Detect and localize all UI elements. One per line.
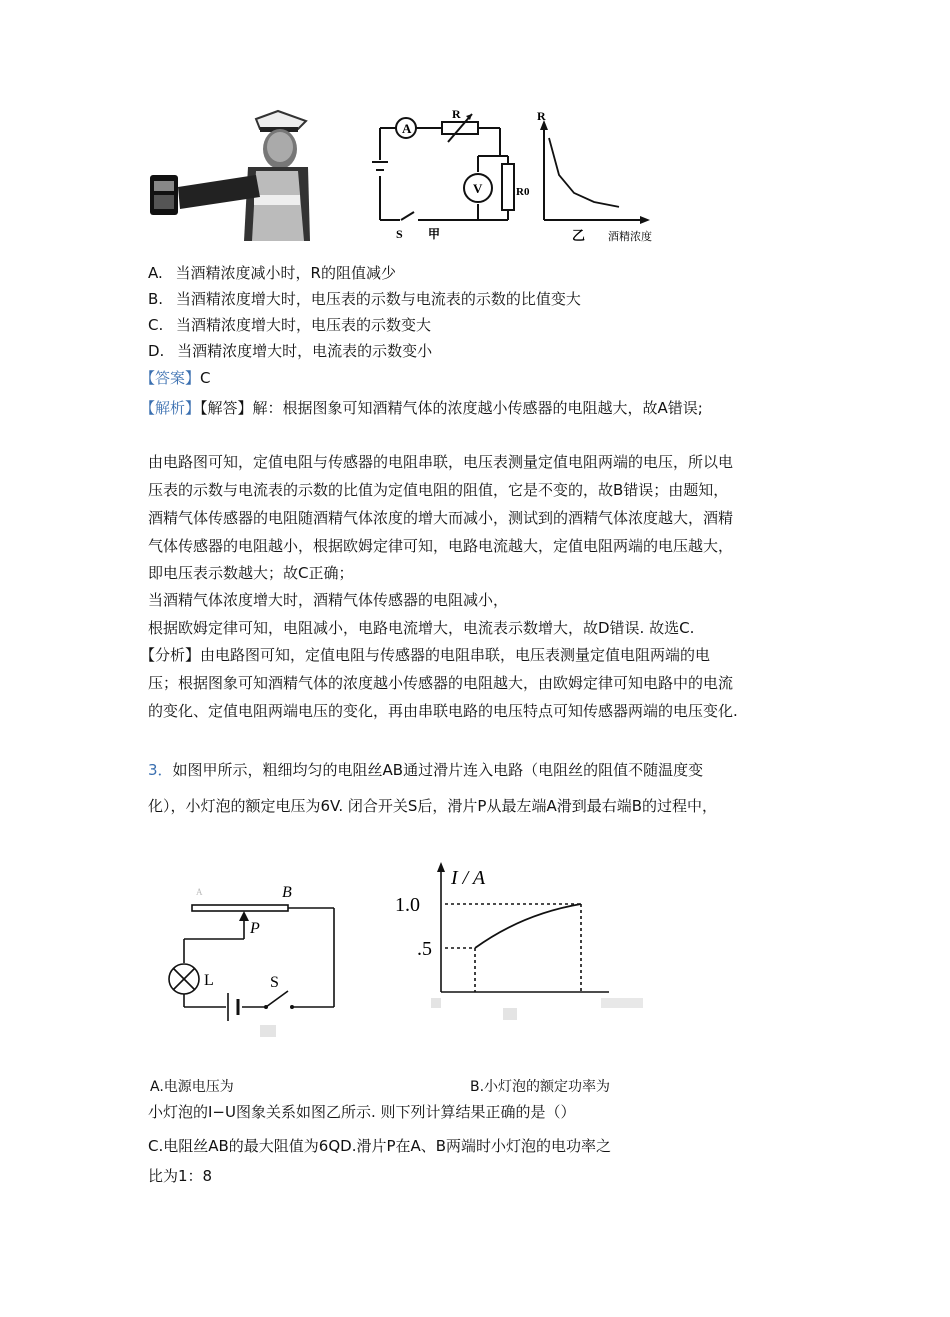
analysis-para-2: 酒精气体传感器的电阻随酒精气体浓度的增大而减小，测试到的酒精气体浓度越大，酒精 — [148, 509, 734, 527]
q3-line1-text: 如图甲所示，粗细均匀的电阻丝AB通过滑片连入电路（电阻丝的阻值不随温度变 — [172, 761, 704, 779]
q3-line3: 小灯泡的I−U图象关系如图乙所示. 则下列计算结果正确的是（） — [148, 1103, 576, 1121]
fenxi-1: 压；根据图象可知酒精气体的浓度越小传感器的电阻越大，由欧姆定律可知电路中的电流 — [148, 674, 734, 692]
graph-x-label: 酒精浓度 — [608, 231, 652, 243]
option-b-text: 当酒精浓度增大时，电压表的示数与电流表的示数的比值变大 — [175, 290, 581, 308]
q3-line5: 比为1：8 — [148, 1167, 213, 1185]
voltmeter-label: V — [473, 181, 483, 196]
analysis-para-5: 当酒精气体浓度增大时，酒精气体传感器的电阻减小， — [148, 591, 509, 609]
slider-p-label: P — [250, 920, 260, 937]
switch-label: S — [396, 227, 403, 241]
option-a-key: A. — [148, 264, 163, 282]
ammeter-label: A — [402, 121, 412, 136]
analysis-para-4: 即电压表示数越大；故C正确； — [148, 564, 354, 582]
analysis-first-line — [140, 398, 703, 418]
tick-label-mid: .5 — [417, 938, 432, 960]
q3-number: 3． — [148, 761, 173, 779]
analysis-para-1: 压表的示数与电流表的示数的比值为定值电阻的阻值，它是不变的，故B错误；由题知， — [148, 481, 729, 499]
resistor-r-label: R — [452, 107, 461, 121]
police-photo — [148, 105, 310, 241]
svg-text:A: A — [196, 887, 203, 897]
option-c — [148, 315, 431, 335]
lamp-l-label: L — [204, 972, 214, 989]
option-d — [148, 341, 432, 361]
option-a — [148, 263, 396, 283]
alcohol-sensor-circuit — [368, 100, 528, 245]
q3-line2: 化），小灯泡的额定电压为6V. 闭合开关S后，滑片P从最左端A滑到最右端B的过程中， — [148, 797, 718, 815]
current-voltage-graph — [395, 858, 655, 1048]
resistance-concentration-graph — [532, 108, 672, 248]
option-b — [148, 289, 581, 309]
analysis-para-0: 由电路图可知，定值电阻与传感器的电阻串联，电压表测量定值电阻两端的电压，所以电 — [148, 453, 734, 471]
option-d-key: D. — [148, 342, 165, 360]
graph-y-label: R — [537, 109, 546, 123]
wire-end-b-label: B — [282, 884, 292, 901]
fenxi-0: 【分析】由电路图可知，定值电阻与传感器的电阻串联，电压表测量定值电阻两端的电 — [140, 646, 711, 664]
graph-caption-yi: 乙 — [572, 228, 586, 243]
analysis-para-6: 根据欧姆定律可知，电阻减小，电路电流增大，电流表示数增大，故D错误. 故选C. — [148, 619, 695, 637]
answer-value: C — [200, 369, 211, 387]
q3-line1 — [148, 760, 703, 780]
iu-curve — [475, 904, 581, 948]
option-d-text: 当酒精浓度增大时，电流表的示数变小 — [177, 342, 433, 360]
answer-line — [140, 368, 211, 388]
option-c-text: 当酒精浓度增大时，电压表的示数变大 — [176, 316, 432, 334]
r-curve — [549, 138, 619, 207]
switch-s-label: S — [270, 974, 279, 991]
slide-wire-circuit — [160, 875, 350, 1045]
analysis-first-text: 【解答】解：根据图象可知酒精气体的浓度越小传感器的电阻越大，故A错误; — [200, 399, 703, 417]
resistor-r0-label: R0 — [516, 186, 530, 198]
q3-option-b-clipped: B.小灯泡的额定功率为 — [470, 1079, 611, 1095]
fenxi-2: 的变化、定值电阻两端电压的变化，再由串联电路的电压特点可知传感器两端的电压变化. — [148, 702, 738, 720]
answer-tag: 【答案】 — [140, 369, 201, 387]
circuit-caption-jia: 甲 — [428, 227, 441, 241]
option-a-text: 当酒精浓度减小时，R的阻值减少 — [175, 264, 396, 282]
q3-option-a-clipped: A.电源电压为 — [150, 1079, 234, 1095]
option-c-key: C. — [148, 316, 164, 334]
tick-label-top: 1.0 — [395, 894, 420, 916]
analysis-para-3: 气体传感器的电阻越小，根据欧姆定律可知，电路电流越大，定值电阻两端的电压越大， — [148, 537, 734, 555]
option-b-key: B. — [148, 290, 164, 308]
q3-line4: C.电阻丝AB的最大阻值为6QD.滑片P在A、B两端时小灯泡的电功率之 — [148, 1137, 612, 1155]
analysis-tag: 【解析】 — [140, 399, 201, 417]
graph-y-axis-label: I / A — [451, 867, 486, 889]
